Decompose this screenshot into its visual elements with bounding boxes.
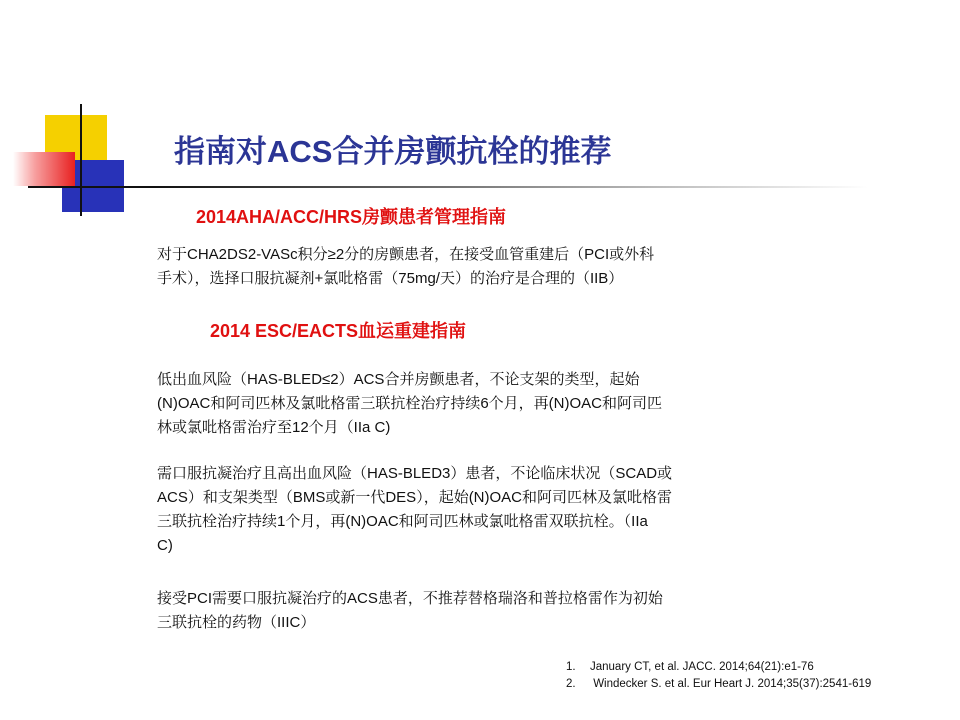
section1-paragraph <box>157 243 654 291</box>
text-line: (N)OAC和阿司匹林及氯吡格雷三联抗栓治疗持续6个月，再(N)OAC和阿司匹 <box>157 395 663 412</box>
reference-number: 1. <box>566 661 576 673</box>
text-line: 三联抗栓的药物（IIIC） <box>157 614 316 631</box>
text-line: ACS）和支架类型（BMS或新一代DES），起始(N)OAC和阿司匹林及氯吡格雷 <box>157 489 673 506</box>
slide-title: 指南对ACS合并房颤抗栓的推荐 <box>174 134 612 169</box>
reference-item <box>566 676 871 693</box>
section2-heading: 2014 ESC/EACTS血运重建指南 <box>210 321 467 341</box>
decor-red-gradient-bar <box>13 152 75 186</box>
text-line: C) <box>157 537 173 554</box>
reference-text: January CT, et al. JACC. 2014;64(21):e1-76 <box>590 661 814 673</box>
section2-paragraph-3 <box>157 587 663 635</box>
reference-text: Windecker S. et al. Eur Heart J. 2014;35(37):2541-619 <box>590 678 872 690</box>
reference-number: 2. <box>566 678 576 690</box>
section1-heading: 2014AHA/ACC/HRS房颤患者管理指南 <box>196 207 507 227</box>
text-line: 需口服抗凝治疗且高出血风险（HAS-BLED3）患者，不论临床状况（SCAD或 <box>157 465 673 482</box>
text-line: 对于CHA2DS2-VASc积分≥2分的房颤患者，在接受血管重建后（PCI或外科 <box>157 246 655 263</box>
text-line: 手术），选择口服抗凝剂+氯吡格雷（75mg/天）的治疗是合理的（IIB） <box>157 270 624 287</box>
section2-paragraph-2 <box>157 462 672 558</box>
text-line: 三联抗栓治疗持续1个月，再(N)OAC和阿司匹林或氯吡格雷双联抗栓。（IIa <box>157 513 648 530</box>
text-line: 林或氯吡格雷治疗至12个月（IIa C) <box>157 419 391 436</box>
text-line: 低出血风险（HAS-BLED≤2）ACS合并房颤患者，不论支架的类型，起始 <box>157 371 640 388</box>
reference-item <box>566 659 871 676</box>
text-line: 接受PCI需要口服抗凝治疗的ACS患者，不推荐替格瑞洛和普拉格雷作为初始 <box>157 590 663 607</box>
title-underline <box>28 186 868 188</box>
section2-paragraph-1 <box>157 368 662 440</box>
reference-list <box>566 659 871 693</box>
decor-vertical-line <box>80 104 82 216</box>
